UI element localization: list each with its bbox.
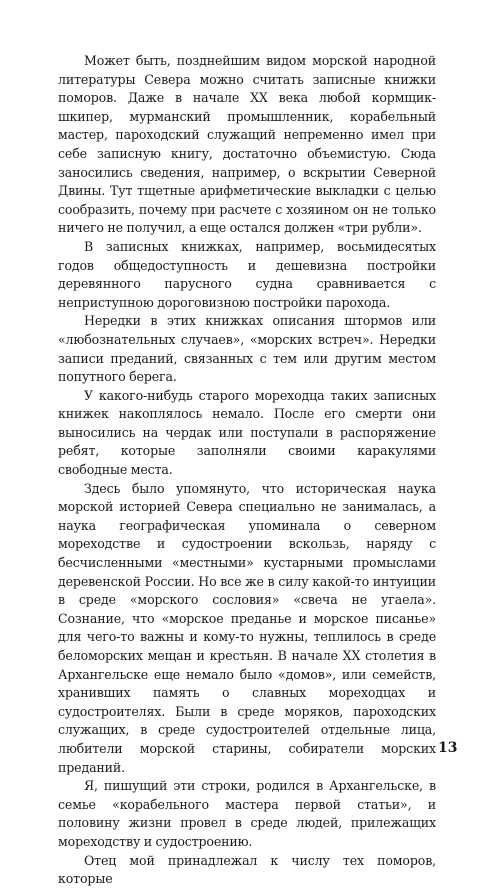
paragraph-5: Здесь было упомянуто, что историческая наука морской историей Севера специально не занималась, а наука географическая упоминала о северном мореходстве и судостроении вскользь, наряду с бесчисленными «местными» кустарными промыслами деревенской России. Но все же в силу какой-то интуиции в среде «морского сословия» «свеча не угаела». Сознание, что «морское преданье и морское писанье» для чего-то важны и кому-то нужны, теплилось в среде беломорских мещан и крестьян. В начале XX столетия в Архангельске еще немало было «домов», или семейств, хранивших память о славных мореходцах и судостроителях. Были в среде моряков, пароходских служащих, в среде судостроителей отдельные лица, любители морской старины, собиратели морских преданий. <box>58 480 436 775</box>
paragraph-2: В записных книжках, например, восьмидесятых годов общедоступность и дешевизна постройки деревянного парусного судна сравнивается с неприступною дороговизною постройки парохода. <box>58 238 436 310</box>
paragraph-3: Нередки в этих книжках описания штормов или «любознательных случаев», «морских встреч». Нередки записи преданий, связанных с тем или другим местом попутного берега. <box>58 313 436 385</box>
paragraph-1: Может быть, позднейшим видом морской народной литературы Севера можно считать записные книжки поморов. Даже в начале XX века любой кормщик-шкипер, мурманский промышленник, корабельный мастер, пароходский служащий непременно имел при себе записную книгу, достаточно объемистую. Сюда заносились сведения, например, о вскрытии Северной Двины. Тут тщетные арифметические выкладки с целью сообразить, почему при расчете с хозяином он не только ничего не получил, а еще остался должен «три рубли». <box>58 53 436 236</box>
page-text-body <box>58 52 436 889</box>
paragraph-4: У какого-нибудь старого мореходца таких записных книжек накоплялось немало. После его смерти они выносились на чердак или поступали в распоряжение ребят, которые заполняли своими каракулями свободные места. <box>58 387 436 478</box>
page-number: 13 <box>438 740 458 756</box>
paragraph-6: Я, пишущий эти строки, родился в Архангельске, в семье «корабельного мастера первой статьи», и половину жизни провел в среде людей, прилежащих мореходству и судостроению. <box>58 778 436 849</box>
paragraph-7: Отец мой принадлежал к числу тех поморов, которые <box>58 852 436 887</box>
